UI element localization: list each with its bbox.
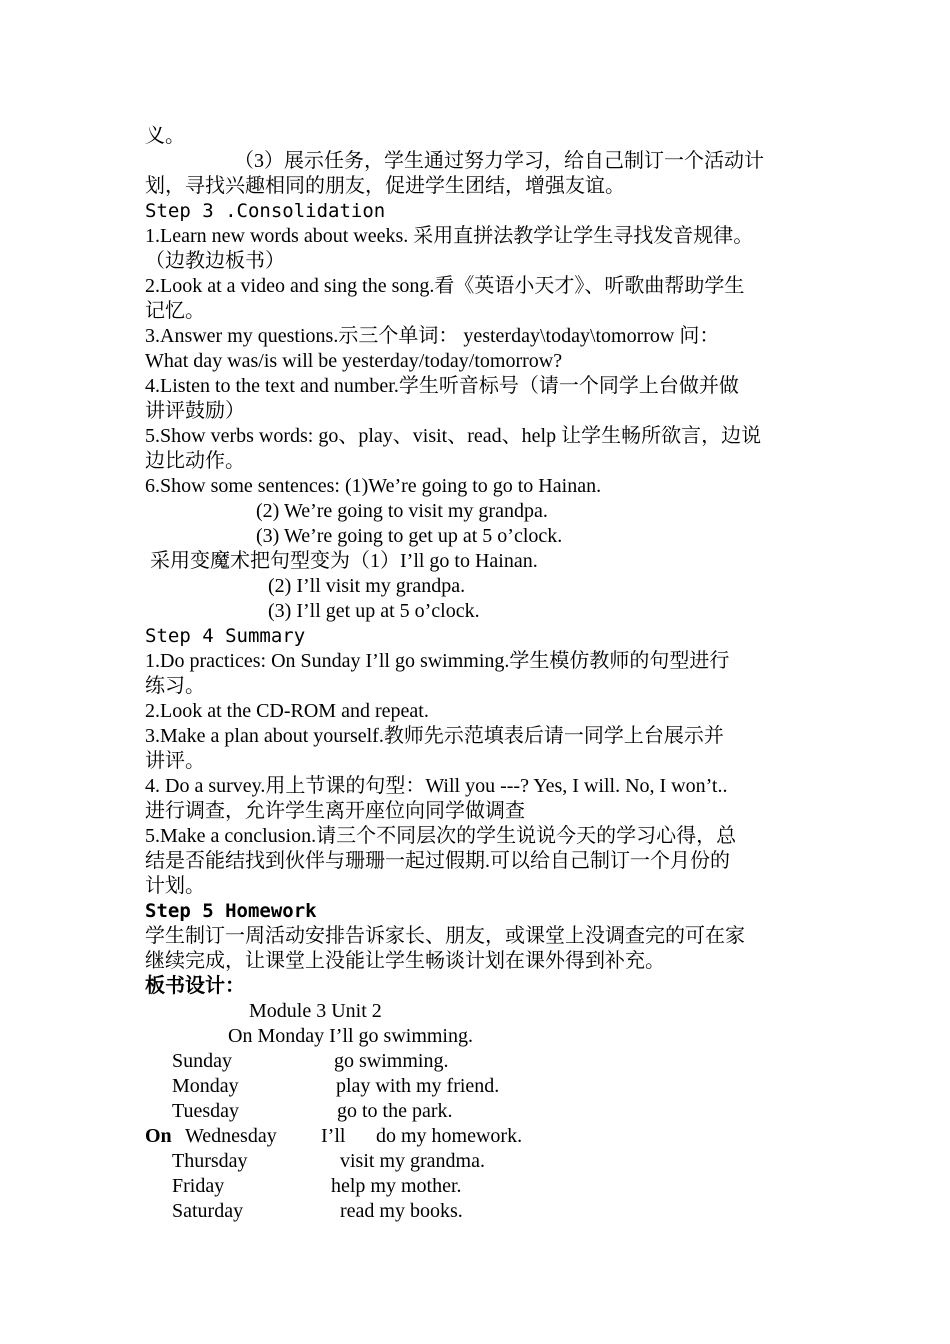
board-activity: help my mother. bbox=[331, 1175, 462, 1197]
step3-line: (2) I’ll visit my grandpa. bbox=[268, 575, 466, 597]
board-day: Saturday bbox=[172, 1200, 244, 1222]
step3-line: 3.Answer my questions.示三个单词： yesterday\today\tomorrow 问： bbox=[145, 325, 720, 347]
step3-line: （边教边板书） bbox=[145, 250, 285, 272]
board-activity: go swimming. bbox=[334, 1050, 449, 1072]
step4-line: 结是否能结找到伙伴与珊珊一起过假期.可以给自己制订一个月份的 bbox=[145, 850, 730, 872]
intro-line-3: 划，寻找兴趣相同的朋友，促进学生团结，增强友谊。 bbox=[145, 175, 625, 197]
board-activity: read my books. bbox=[340, 1200, 463, 1222]
step3-line: 边比动作。 bbox=[145, 450, 245, 472]
board-example-sentence: On Monday I’ll go swimming. bbox=[228, 1025, 473, 1047]
step5-line: 学生制订一周活动安排告诉家长、朋友，或课堂上没调查完的可在家 bbox=[145, 925, 745, 947]
step3-line: What day was/is will be yesterday/today/tomorrow? bbox=[145, 350, 563, 372]
board-activity: do my homework. bbox=[376, 1125, 523, 1147]
step5-line: 继续完成，让课堂上没能让学生畅谈计划在课外得到补充。 bbox=[145, 950, 665, 972]
step3-line: (2) We’re going to visit my grandpa. bbox=[256, 500, 548, 522]
board-activity: go to the park. bbox=[337, 1100, 453, 1122]
step4-line: 5.Make a conclusion.请三个不同层次的学生说说今天的学习心得，总 bbox=[145, 825, 737, 847]
intro-line-2: （3）展示任务，学生通过努力学习，给自己制订一个活动计 bbox=[234, 150, 764, 172]
step3-heading: Step 3 .Consolidation bbox=[145, 200, 386, 222]
intro-line-1: 义。 bbox=[145, 125, 185, 147]
step3-line: 4.Listen to the text and number.学生听音标号（请一个同学上台做并做 bbox=[145, 375, 739, 397]
board-activity: play with my friend. bbox=[336, 1075, 500, 1097]
board-day: Thursday bbox=[172, 1150, 248, 1172]
board-ill-word: I’ll bbox=[321, 1125, 346, 1147]
board-title: Module 3 Unit 2 bbox=[249, 1000, 382, 1022]
step4-heading: Step 4 Summary bbox=[145, 625, 306, 647]
step4-line: 计划。 bbox=[145, 875, 205, 897]
board-day: Sunday bbox=[172, 1050, 232, 1072]
step4-line: 3.Make a plan about yourself.教师先示范填表后请一同学上台展示并 bbox=[145, 725, 724, 747]
step3-line: 记忆。 bbox=[145, 300, 205, 322]
step3-line: 1.Learn new words about weeks. 采用直拼法教学让学生寻找发音规律。 bbox=[145, 225, 754, 247]
board-day: Monday bbox=[172, 1075, 239, 1097]
board-day: Friday bbox=[172, 1175, 225, 1197]
board-day: Wednesday bbox=[185, 1125, 277, 1147]
step4-line: 进行调查，允许学生离开座位向同学做调查 bbox=[145, 800, 525, 822]
step4-line: 讲评。 bbox=[145, 750, 205, 772]
step4-line: 1.Do practices: On Sunday I’ll go swimming.学生模仿教师的句型进行 bbox=[145, 650, 730, 672]
step3-line: 2.Look at a video and sing the song.看《英语小天才》、听歌曲帮助学生 bbox=[145, 275, 745, 297]
step3-line: (3) We’re going to get up at 5 o’clock. bbox=[256, 525, 563, 547]
board-day: Tuesday bbox=[172, 1100, 240, 1122]
step3-line: (3) I’ll get up at 5 o’clock. bbox=[268, 600, 480, 622]
step4-line: 2.Look at the CD-ROM and repeat. bbox=[145, 700, 429, 722]
step4-line: 练习。 bbox=[145, 675, 205, 697]
step3-line: 6.Show some sentences: (1)We’re going to go to Hainan. bbox=[145, 475, 602, 497]
step3-line: 5.Show verbs words: go、play、visit、read、help 让学生畅所欲言，边说 bbox=[145, 425, 762, 447]
step5-heading: Step 5 Homework bbox=[145, 900, 317, 922]
step3-line: 采用变魔术把句型变为（1）I’ll go to Hainan. bbox=[150, 550, 538, 572]
step4-line: 4. Do a survey.用上节课的句型：Will you ---? Yes, I will. No, I won’t.. bbox=[145, 775, 728, 797]
board-on-word: On bbox=[145, 1125, 172, 1147]
board-heading: 板书设计： bbox=[145, 975, 245, 997]
step3-line: 讲评鼓励） bbox=[145, 400, 245, 422]
board-activity: visit my grandma. bbox=[340, 1150, 485, 1172]
